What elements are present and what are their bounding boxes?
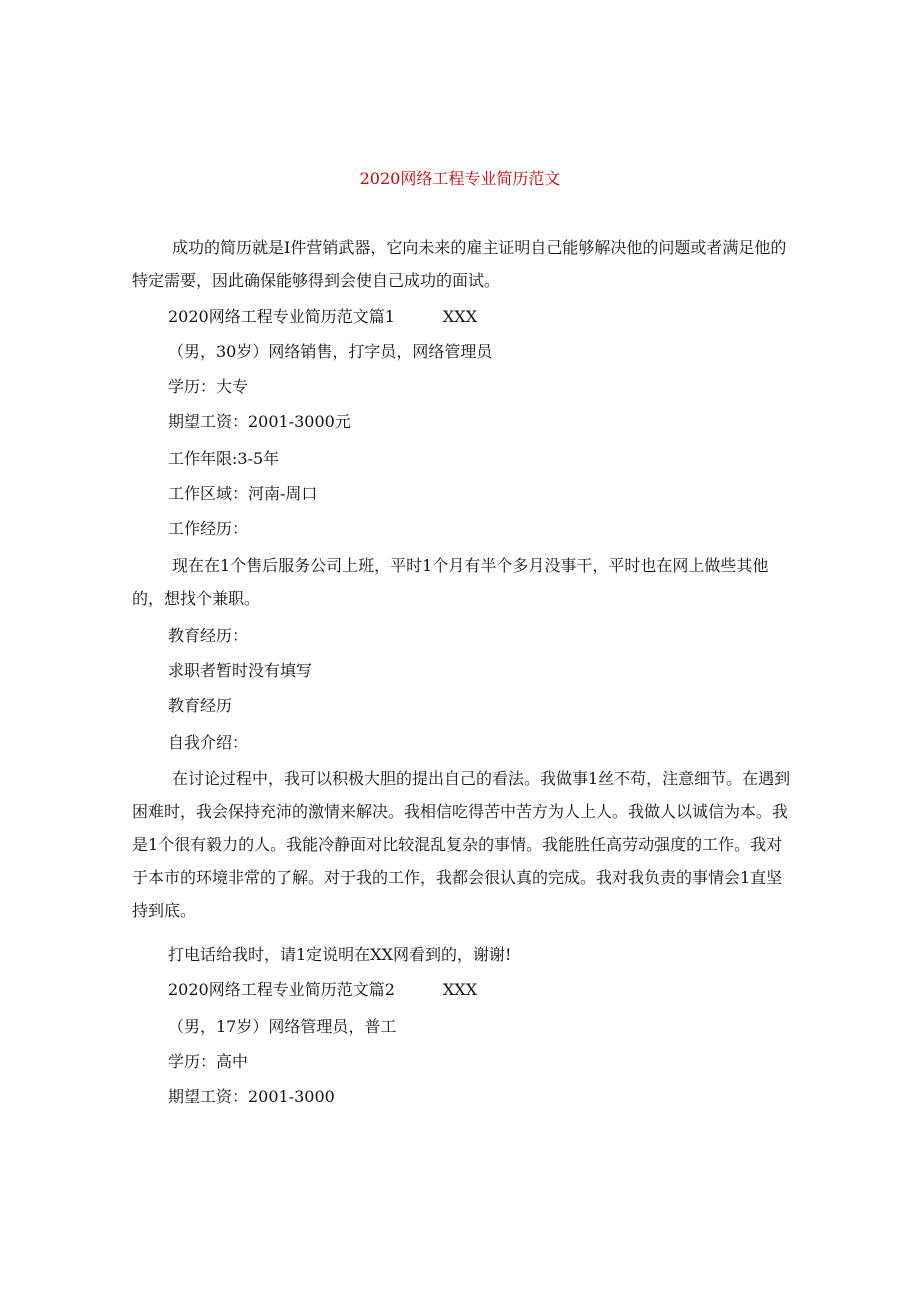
resume1-basic: （男，30岁）网络销售，打字员，网络管理员 (168, 342, 493, 361)
intro-paragraph: 成功的简历就是Ⅰ件营销武器，它向未来的雇主证明自己能够解决他的问题或者满足他的特定需要，因此确保能够得到会使自己成功的面试。 (132, 238, 787, 290)
resume1-education: 学历：大专 (168, 377, 249, 396)
resume2-name: XXX (442, 980, 478, 999)
resume1-salary: 期望工资：2001-3000元 (168, 412, 351, 431)
resume2-heading: 2020网络工程专业简历范文篇2 (168, 980, 395, 999)
document-title: 2020网络工程专业简历范文 (359, 169, 561, 188)
resume1-heading: 2020网络工程专业简历范文篇1 (168, 307, 395, 326)
resume1-heading-line (168, 306, 477, 328)
resume1-work-label: 工作经历： (168, 519, 249, 538)
resume1-years: 工作年限:3-5年 (168, 449, 280, 468)
resume2-heading-line (168, 979, 477, 1001)
resume2-education: 学历：高中 (168, 1052, 249, 1071)
resume2-basic: （男，17岁）网络管理员，普工 (168, 1017, 397, 1036)
resume1-name: XXX (442, 307, 478, 326)
resume1-edu-label: 教育经历： (168, 626, 249, 645)
resume2-salary: 期望工资：2001-3000 (168, 1087, 335, 1106)
resume1-region: 工作区域：河南-周口 (168, 484, 318, 503)
resume1-work-text: 现在在1个售后服务公司上班，平时1个月有半个多月没事干，平时也在网上做些其他的，想找个兼职。 (132, 556, 769, 608)
resume1-self-label: 自我介绍： (168, 733, 249, 752)
resume1-contact: 打电话给我时，请1定说明在XX网看到的，谢谢! (168, 945, 512, 964)
resume1-edu-text: 求职者暂时没有填写 (168, 661, 313, 680)
resume1-self-text: 在讨论过程中，我可以积极大胆的提出自己的看法。我做事1丝不苟，注意细节。在遇到困难时，我会保持充沛的激情来解决。我相信吃得苦中苦方为人上人。我做人以诚信为本。我是1个很有毅力的人。我能冷静面对比较混乱复杂的事情。我能胜任高劳动强度的工作。我对于本市的环境非常的了解。对于我的工作，我都会很认真的完成。我对我负责的事情会1直坚持到底。 (132, 769, 791, 920)
resume1-edu-label2: 教育经历 (168, 696, 233, 715)
